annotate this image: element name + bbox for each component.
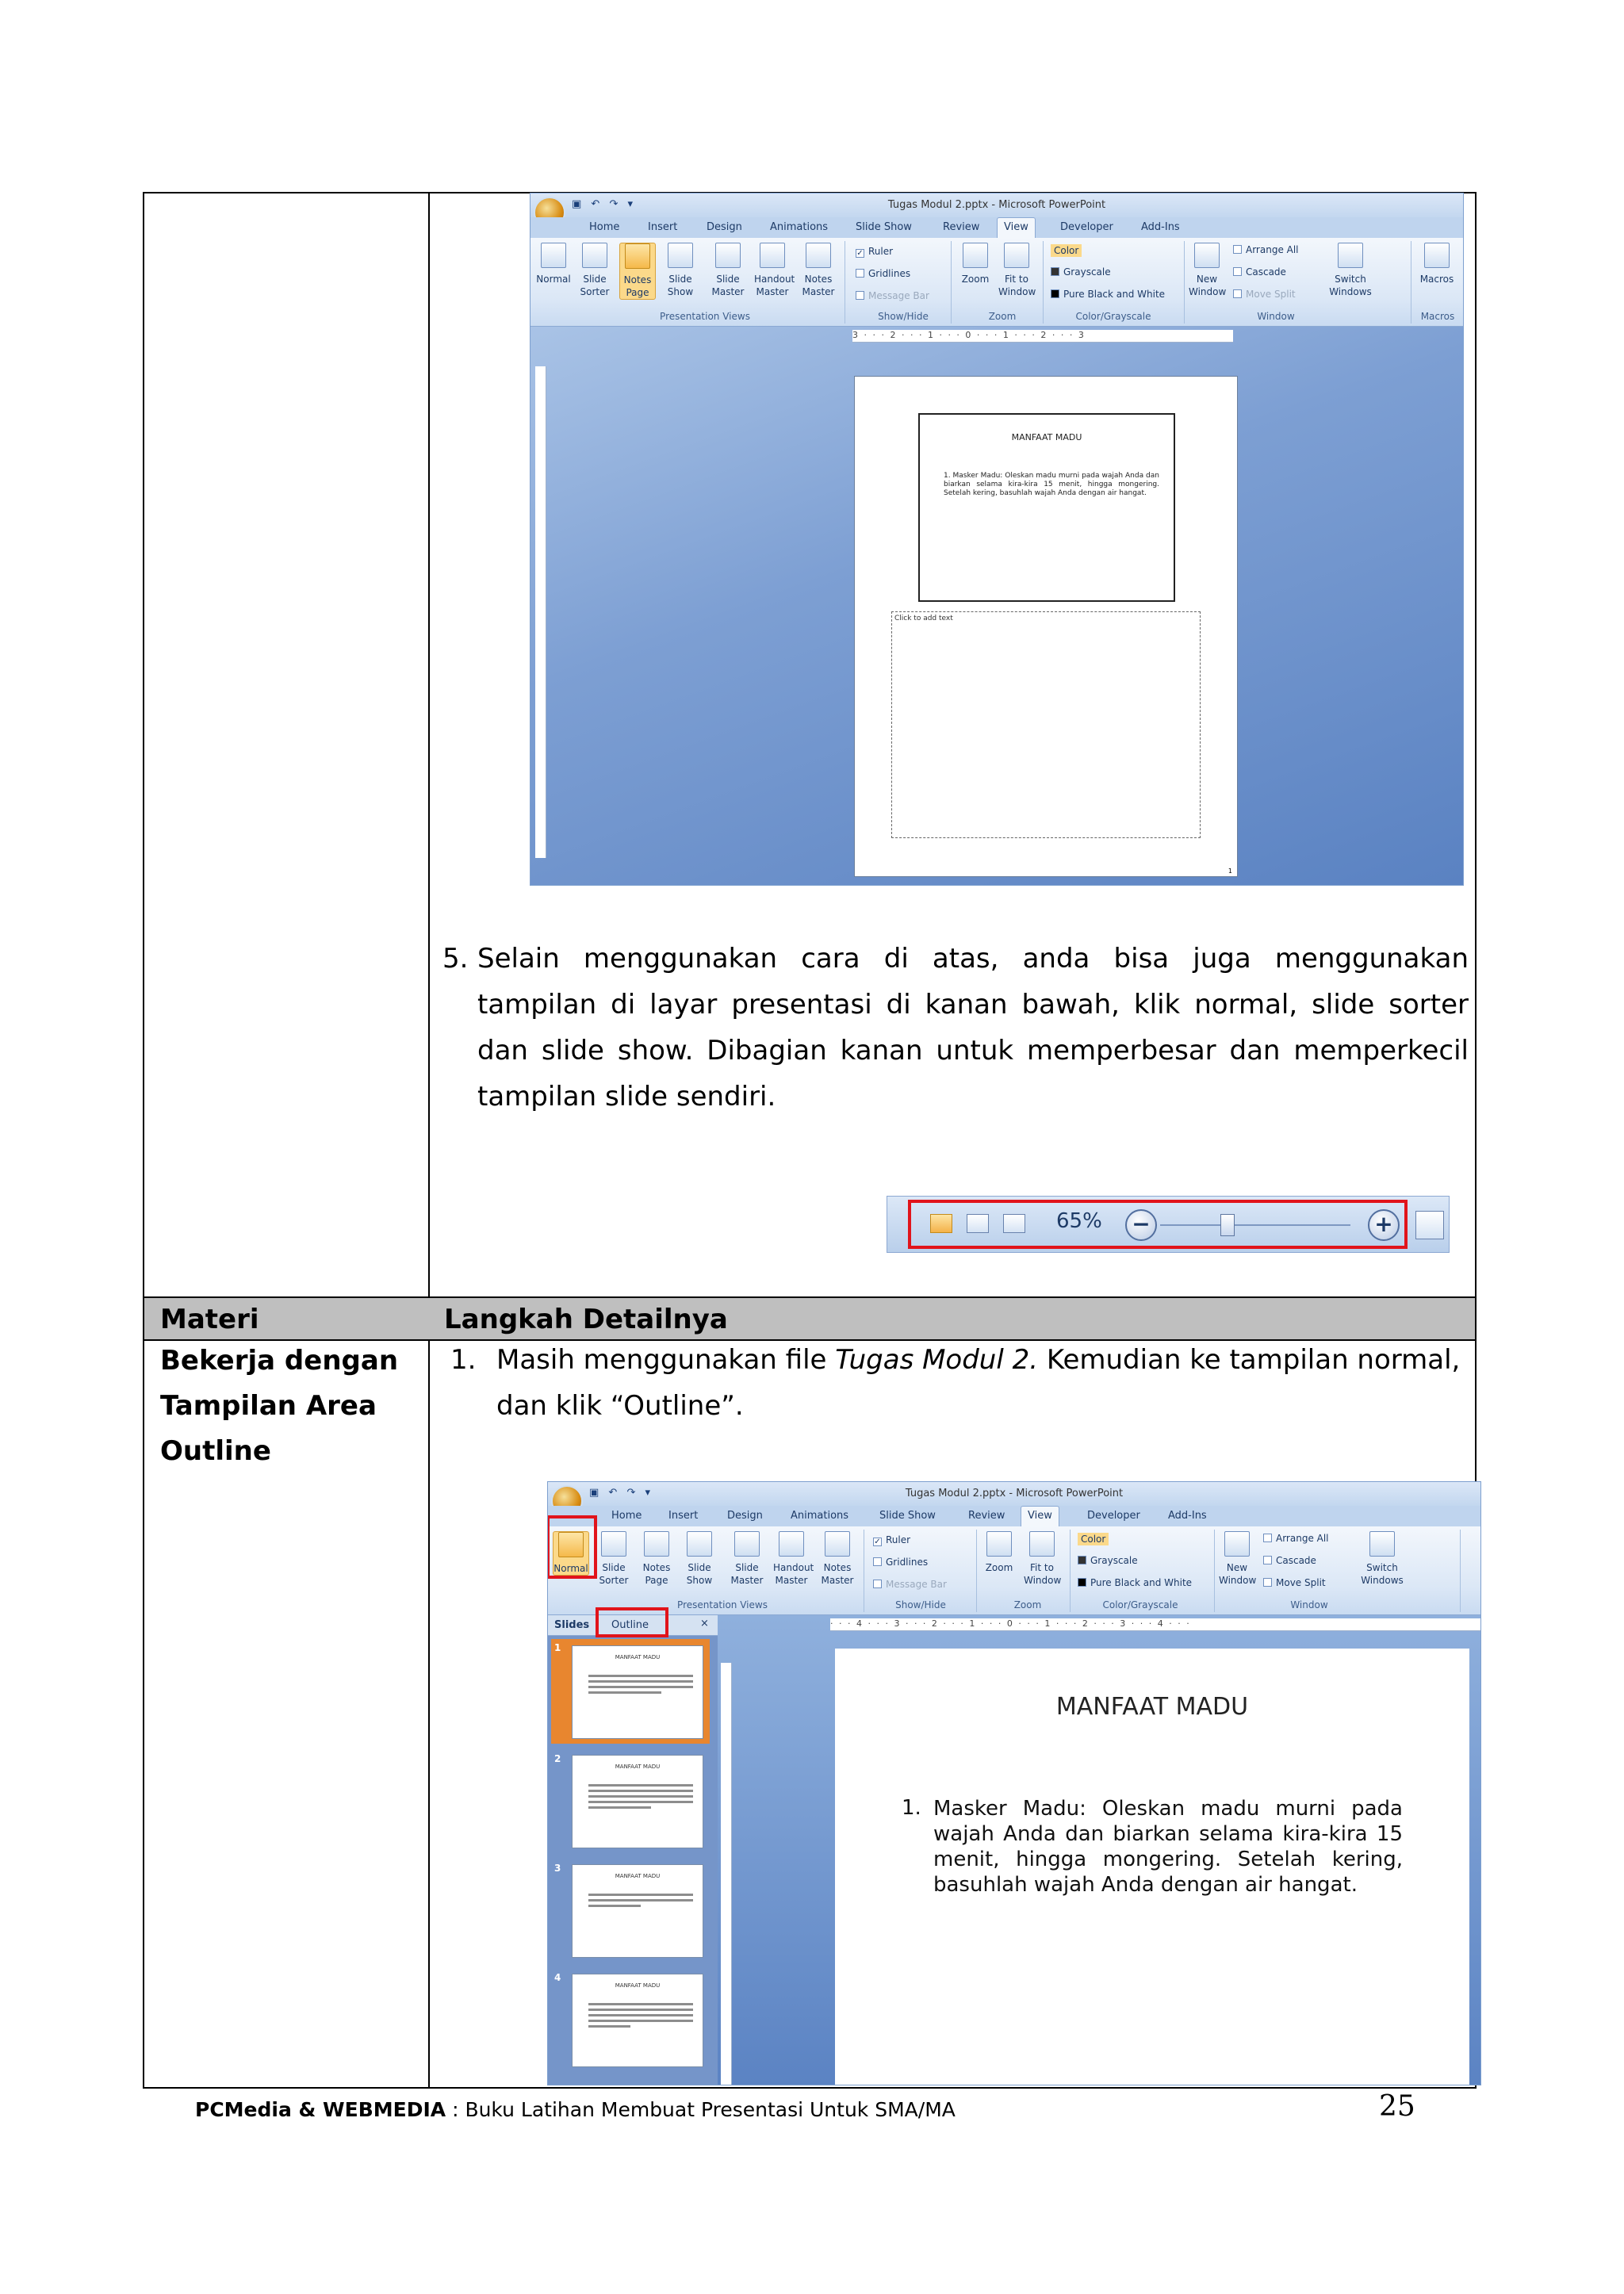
normal-view-icon xyxy=(541,243,566,268)
fit-to-window-button[interactable]: Fit to Window xyxy=(998,243,1035,298)
new-window-button[interactable]: New Window xyxy=(1189,243,1225,298)
zoom-slider-track[interactable] xyxy=(1160,1224,1350,1226)
handout-master-icon xyxy=(779,1531,804,1557)
slide-show-icon xyxy=(687,1531,712,1557)
group-label: Zoom xyxy=(1013,1599,1042,1610)
check-icon: ✓ xyxy=(874,1538,881,1546)
slide-master-icon xyxy=(715,243,741,268)
close-panel-icon[interactable]: × xyxy=(700,1618,709,1630)
footer-text: : Buku Latihan Membuat Presentasi Untuk SMA/MA xyxy=(446,2098,956,2121)
switch-windows-button[interactable]: Switch Windows xyxy=(1360,1531,1404,1587)
highlight-normal-button xyxy=(547,1515,597,1579)
zoom-level[interactable]: 65% xyxy=(1056,1209,1102,1233)
window-titlebar xyxy=(530,193,1463,217)
main-slide[interactable] xyxy=(835,1649,1469,2085)
materi-line: Outline xyxy=(160,1435,271,1467)
group-label: Zoom xyxy=(988,311,1017,322)
tab-animations[interactable]: Animations xyxy=(791,1510,849,1522)
materi-title xyxy=(160,1338,398,1474)
notes-page-icon xyxy=(644,1531,669,1557)
separator xyxy=(1184,241,1185,324)
slide-sorter-button[interactable]: Slide Sorter xyxy=(576,243,613,298)
group-label: Color/Grayscale xyxy=(1102,1599,1178,1610)
window-title: Tugas Modul 2.pptx - Microsoft PowerPoint xyxy=(905,1488,1124,1499)
horizontal-ruler: 3 · · · 2 · · · 1 · · · 0 · · · 1 · · · 2 · · · 3 xyxy=(852,330,1233,343)
step-number: 1. xyxy=(450,1344,477,1376)
header-materi: Materi xyxy=(160,1304,259,1335)
ribbon xyxy=(548,1526,1480,1615)
slide-body-number: 1. xyxy=(902,1796,921,1820)
group-label: Window xyxy=(1257,311,1295,322)
notes-page-button[interactable]: Notes Page xyxy=(619,243,656,300)
materi-line: Tampilan Area xyxy=(160,1390,377,1422)
slide-body: Masker Madu: Oleskan madu murni pada wajah Anda dan biarkan selama kira-kira 15 menit, hingga mongering. Setelah kering, basuhlah wajah Anda dengan air hangat. xyxy=(933,1797,1403,1897)
zoom-button[interactable]: Zoom xyxy=(957,243,994,285)
move-split-button[interactable]: Move Split xyxy=(1233,289,1296,300)
group-label: Color/Grayscale xyxy=(1075,311,1151,322)
group-label: Window xyxy=(1290,1599,1328,1610)
group-label: Show/Hide xyxy=(895,1599,946,1610)
footer xyxy=(195,2098,956,2121)
tab-slide-show[interactable]: Slide Show xyxy=(879,1510,936,1522)
notes-slide-preview[interactable] xyxy=(918,413,1175,602)
tab-developer[interactable]: Developer xyxy=(1087,1510,1140,1522)
macros-icon xyxy=(1424,243,1450,268)
grayscale-button[interactable]: Grayscale xyxy=(1051,266,1111,278)
thumb-number: 3 xyxy=(554,1863,561,1874)
gridlines-checkbox[interactable]: Gridlines xyxy=(856,268,910,279)
separator xyxy=(951,241,952,324)
tab-view[interactable]: View xyxy=(997,217,1036,238)
row-divider xyxy=(144,1296,1475,1298)
switch-windows-icon xyxy=(1369,1531,1395,1557)
switch-windows-icon xyxy=(1338,243,1363,268)
zoom-in-button[interactable]: + xyxy=(1368,1209,1400,1241)
table-header-row xyxy=(144,1298,1475,1339)
notes-page-number: 1 xyxy=(1228,867,1232,875)
slide-master-button[interactable]: Slide Master xyxy=(710,243,746,298)
statusbar-screenshot xyxy=(887,1196,1450,1253)
separator xyxy=(1070,1530,1071,1612)
slide-show-icon[interactable] xyxy=(1003,1214,1025,1233)
vertical-ruler xyxy=(535,366,546,858)
horizontal-ruler: · · · 4 · · · 3 · · · 2 · · · 1 · · · 0 · · · 1 · · · 2 · · · 3 · · · 4 · · · xyxy=(830,1618,1481,1631)
fit-window-icon xyxy=(1004,243,1029,268)
page-number: 25 xyxy=(1379,2090,1415,2123)
slide-master-button[interactable]: Slide Master xyxy=(729,1531,765,1587)
normal-view-icon[interactable] xyxy=(930,1214,952,1233)
slide-body: 1. Masker Madu: Oleskan madu murni pada wajah Anda dan biarkan selama kira-kira 15 menit, hingga mongering. Setelah kering, basuhlah wajah Anda dengan air hangat. xyxy=(944,472,1159,497)
new-window-icon xyxy=(1194,243,1220,268)
highlight-outline-tab xyxy=(596,1607,668,1637)
slide-sorter-icon[interactable] xyxy=(967,1214,989,1233)
pure-black-white-button[interactable]: Pure Black and White xyxy=(1051,289,1165,300)
group-label: Presentation Views xyxy=(660,311,750,322)
slide-thumbnail[interactable]: MANFAAT MADU xyxy=(572,1864,703,1958)
switch-windows-button[interactable]: Switch Windows xyxy=(1328,243,1373,298)
arrange-all-button[interactable]: Arrange All xyxy=(1263,1533,1329,1544)
tab-add-ins[interactable]: Add-Ins xyxy=(1141,221,1180,233)
new-window-icon xyxy=(1224,1531,1250,1557)
ruler-checkbox[interactable]: ✓ Ruler xyxy=(856,246,894,258)
separator xyxy=(1214,1530,1215,1612)
notes-master-button[interactable]: Notes Master xyxy=(800,243,837,298)
tab-developer[interactable]: Developer xyxy=(1060,221,1113,233)
slide-show-icon xyxy=(668,243,693,268)
group-label: Show/Hide xyxy=(878,311,929,322)
tab-home[interactable]: Home xyxy=(589,221,620,233)
tab-review[interactable]: Review xyxy=(943,221,980,233)
normal-view-button[interactable]: Normal xyxy=(535,243,572,285)
arrange-all-button[interactable]: Arrange All xyxy=(1233,244,1299,255)
move-split-button[interactable]: Move Split xyxy=(1263,1577,1326,1588)
handout-master-icon xyxy=(760,243,785,268)
macros-button[interactable]: Macros xyxy=(1419,243,1455,285)
zoom-out-button[interactable]: − xyxy=(1125,1209,1157,1241)
tab-slides[interactable]: Slides xyxy=(554,1619,590,1631)
zoom-slider-thumb[interactable] xyxy=(1220,1214,1235,1236)
tab-slide-show[interactable]: Slide Show xyxy=(856,221,912,233)
notes-page-icon xyxy=(625,243,650,269)
tab-home[interactable]: Home xyxy=(611,1510,642,1522)
window-titlebar xyxy=(548,1482,1480,1506)
grayscale-button[interactable]: Grayscale xyxy=(1078,1555,1138,1566)
color-button[interactable]: Color xyxy=(1051,244,1082,257)
gridlines-checkbox[interactable]: Gridlines xyxy=(873,1557,928,1568)
ruler-checkbox[interactable]: ✓ Ruler xyxy=(874,1534,911,1546)
slide-show-button[interactable]: Slide Show xyxy=(681,1531,718,1587)
new-window-button[interactable]: New Window xyxy=(1219,1531,1255,1587)
slide-show-button[interactable]: Slide Show xyxy=(662,243,699,298)
slide-title: MANFAAT MADU xyxy=(1011,432,1082,442)
separator xyxy=(1460,1530,1461,1612)
quick-access-toolbar[interactable]: ▣ ↶ ↷ ▾ xyxy=(572,198,636,210)
file-name: Tugas Modul 2. xyxy=(835,1344,1039,1376)
thumb-number: 1 xyxy=(554,1642,561,1653)
fit-window-icon xyxy=(1029,1531,1055,1557)
vertical-ruler xyxy=(721,1663,732,2085)
ppt-screenshot-normal-view xyxy=(547,1481,1481,2085)
step-5 xyxy=(442,936,1469,1120)
workspace xyxy=(548,1615,1480,2085)
ribbon-tabs xyxy=(548,1506,1480,1526)
slide-thumbnail[interactable]: MANFAAT MADU xyxy=(572,1755,703,1848)
notes-master-icon xyxy=(806,243,831,268)
header-langkah: Langkah Detailnya xyxy=(444,1304,728,1335)
ribbon-tabs xyxy=(530,217,1463,238)
step-1: 1. Masih menggunakan file Tugas Modul 2. Kemudian ke tampilan normal, dan klik “Outline”. xyxy=(444,1337,1469,1429)
slide-master-icon xyxy=(734,1531,760,1557)
notes-page xyxy=(854,376,1238,877)
normal-view-button[interactable]: Normal xyxy=(553,1531,589,1576)
slide-title: MANFAAT MADU xyxy=(1055,1693,1249,1721)
slide-sorter-icon xyxy=(601,1531,626,1557)
tab-insert[interactable]: Insert xyxy=(668,1510,699,1522)
slide-panel xyxy=(548,1615,718,2085)
tab-add-ins[interactable]: Add-Ins xyxy=(1168,1510,1207,1522)
tab-view[interactable]: View xyxy=(1021,1506,1059,1526)
tab-design[interactable]: Design xyxy=(707,221,742,233)
group-label: Macros xyxy=(1420,311,1455,322)
tab-outline[interactable]: Outline xyxy=(611,1619,649,1631)
step-text: Selain menggunakan cara di atas, anda bisa juga menggunakan tampilan di layar presentasi di kanan bawah, klik normal, slide sorter dan slide show. Dibagian kanan untuk memperbesar dan memperkecil tampilan slide sendiri. xyxy=(477,943,1469,1113)
ppt-screenshot-notes-page xyxy=(530,193,1464,886)
cascade-button[interactable]: Cascade xyxy=(1263,1555,1316,1566)
handout-master-button[interactable]: Handout Master xyxy=(773,1531,810,1587)
pure-black-white-button[interactable]: Pure Black and White xyxy=(1078,1577,1192,1588)
group-label: Presentation Views xyxy=(677,1599,768,1610)
slide-thumbnail[interactable]: MANFAAT MADU xyxy=(572,1974,703,2067)
window-title: Tugas Modul 2.pptx - Microsoft PowerPoint xyxy=(887,199,1106,211)
tab-insert[interactable]: Insert xyxy=(648,221,678,233)
check-icon: ✓ xyxy=(856,249,864,258)
fit-to-window-button[interactable]: Fit to Window xyxy=(1024,1531,1060,1587)
notes-master-icon xyxy=(825,1531,850,1557)
zoom-button[interactable]: Zoom xyxy=(981,1531,1017,1574)
message-bar-checkbox[interactable]: Message Bar xyxy=(856,290,929,301)
fit-slide-icon[interactable] xyxy=(1415,1211,1444,1239)
footer-brand: PCMedia & WEBMEDIA xyxy=(195,2098,446,2121)
separator xyxy=(976,1530,977,1612)
color-button[interactable]: Color xyxy=(1078,1533,1109,1545)
thumb-number: 4 xyxy=(554,1972,561,1983)
magnifier-icon xyxy=(963,243,988,268)
workspace xyxy=(530,327,1463,885)
quick-access-toolbar[interactable]: ▣ ↶ ↷ ▾ xyxy=(589,1487,653,1499)
cascade-button[interactable]: Cascade xyxy=(1233,266,1286,278)
thumb-number: 2 xyxy=(554,1753,561,1764)
notes-master-button[interactable]: Notes Master xyxy=(819,1531,856,1587)
tab-design[interactable]: Design xyxy=(727,1510,763,1522)
tab-animations[interactable]: Animations xyxy=(770,221,829,233)
column-divider xyxy=(428,193,430,2087)
notes-page-button[interactable]: Notes Page xyxy=(638,1531,675,1587)
slide-sorter-button[interactable]: Slide Sorter xyxy=(596,1531,632,1587)
materi-line: Bekerja dengan xyxy=(160,1345,399,1377)
tab-review[interactable]: Review xyxy=(968,1510,1005,1522)
magnifier-icon xyxy=(986,1531,1012,1557)
slide-thumbnail[interactable]: MANFAAT MADU xyxy=(572,1645,703,1739)
ribbon xyxy=(530,238,1463,327)
slide-sorter-icon xyxy=(582,243,607,268)
notes-placeholder[interactable]: Click to add text xyxy=(891,611,1201,838)
step-number: 5. xyxy=(442,943,469,975)
separator xyxy=(1043,241,1044,324)
handout-master-button[interactable]: Handout Master xyxy=(754,243,791,298)
message-bar-checkbox[interactable]: Message Bar xyxy=(873,1579,947,1590)
